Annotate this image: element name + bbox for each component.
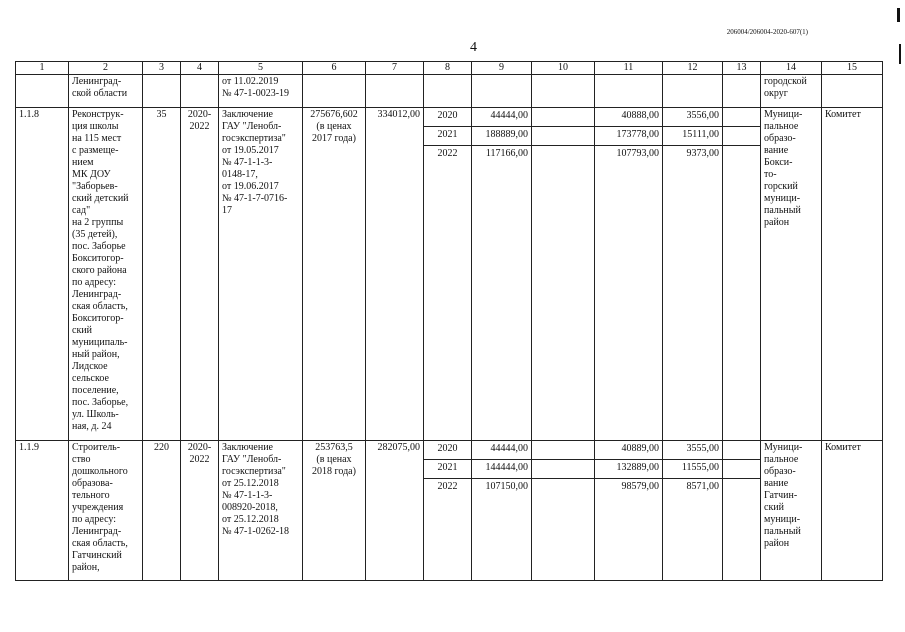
cell-total-by-year: 44444,00 (472, 108, 531, 127)
cell-local-budget: 3556,00 (663, 108, 722, 127)
cell-total-by-year: 117166,00 (485, 148, 528, 159)
cell-local-budget: 15111,00 (663, 127, 722, 146)
col-num: 8 (424, 62, 472, 75)
cell-total-cost: 334012,00 (366, 108, 424, 441)
cell-object-name: Строитель- ство дошкольного образова- тельного учреждения по адресу: Ленинград- ская область, Гатчинский район, (69, 441, 143, 581)
cell-year: 2021 (424, 127, 471, 146)
cell-year: 2022 (437, 148, 458, 159)
cell-municipality: Муници- пальное образо- вание Бокси- то- горский муници- пальный район (761, 108, 822, 441)
cell-period: 2020- 2022 (181, 441, 219, 581)
cell-local-budget: 3555,00 (663, 441, 722, 460)
col-num: 1 (16, 62, 69, 75)
cell-responsible: Комитет (822, 441, 883, 581)
column-number-row (16, 62, 883, 75)
cell-expertise: Заключение ГАУ "Ленобл- госэкспертиза" от 25.12.2018 № 47-1-1-3- 008920-2018, от 25.12.2018 № 47-1-0262-18 (219, 441, 303, 581)
col-num: 11 (595, 62, 663, 75)
cell-total-by-year: 44444,00 (472, 441, 531, 460)
cell-regional-budget: 98579,00 (621, 481, 659, 492)
cell-capacity: 220 (143, 441, 181, 581)
col-num: 15 (822, 62, 883, 75)
cell-object-name: Ленинград- ской области (69, 75, 143, 108)
cell-year: 2022 (437, 481, 458, 492)
cell-local-budget: 9373,00 (686, 148, 719, 159)
cell-total-cost: 282075,00 (366, 441, 424, 581)
cell-regional-budget: 40889,00 (595, 441, 662, 460)
program-table (15, 61, 883, 581)
cell-responsible: Комитет (822, 108, 883, 441)
cell-year: 2020 (424, 441, 471, 460)
cell-municipality: Муници- пальное образо- вание Гатчин- ский муници- пальный район (761, 441, 822, 581)
table-row (16, 108, 883, 441)
col-num: 6 (303, 62, 366, 75)
table-row (16, 441, 883, 581)
cell-expertise: от 11.02.2019 № 47-1-0023-19 (219, 75, 303, 108)
cell-municipality: городской округ (761, 75, 822, 108)
document-code: 206004/206004-2020-607(1) (726, 28, 808, 36)
col-num: 4 (181, 62, 219, 75)
col-num: 14 (761, 62, 822, 75)
scan-edge-mark (899, 44, 901, 64)
cell-local-budget: 11555,00 (663, 460, 722, 479)
cell-expertise: Заключение ГАУ "Ленобл- госэкспертиза" от 19.05.2017 № 47-1-1-3- 0148-17, от 19.06.2017 № 47-1-7-0716- 17 (219, 108, 303, 441)
cell-item-number: 1.1.8 (16, 108, 69, 441)
col-num: 10 (532, 62, 595, 75)
cell-total-by-year: 144444,00 (472, 460, 531, 479)
scan-edge-mark (897, 8, 900, 22)
col-num: 3 (143, 62, 181, 75)
cell-object-name: Реконструк- ция школы на 115 мест с размеще- нием МК ДОУ "Заборьев- ский детский сад" на 2 группы (35 детей), пос. Заборье Бокситогор- ского района по адресу: Ленинград- ская область, Бокситогор- ский муниципаль- ный район, Лидское сельское поселение, пос. Заборье, ул. Школь- ная, д. 24 (69, 108, 143, 441)
col-num: 5 (219, 62, 303, 75)
cell-period: 2020- 2022 (181, 108, 219, 441)
cell-estimated-cost: 253763,5 (в ценах 2018 года) (303, 441, 366, 581)
col-num: 12 (663, 62, 723, 75)
cell-regional-budget: 173778,00 (595, 127, 662, 146)
cell-total-by-year: 188889,00 (472, 127, 531, 146)
cell-capacity: 35 (143, 108, 181, 441)
cell-item-number: 1.1.9 (16, 441, 69, 581)
cell-total-by-year: 107150,00 (485, 481, 528, 492)
continuation-row (16, 75, 883, 108)
cell-year: 2021 (424, 460, 471, 479)
col-num: 9 (472, 62, 532, 75)
col-num: 13 (723, 62, 761, 75)
cell-local-budget: 8571,00 (686, 481, 719, 492)
cell-regional-budget: 132889,00 (595, 460, 662, 479)
cell-year: 2020 (424, 108, 471, 127)
cell-regional-budget: 107793,00 (616, 148, 659, 159)
page-number: 4 (470, 40, 477, 55)
cell-estimated-cost: 275676,602 (в ценах 2017 года) (303, 108, 366, 441)
cell-regional-budget: 40888,00 (595, 108, 662, 127)
col-num: 7 (366, 62, 424, 75)
col-num: 2 (69, 62, 143, 75)
